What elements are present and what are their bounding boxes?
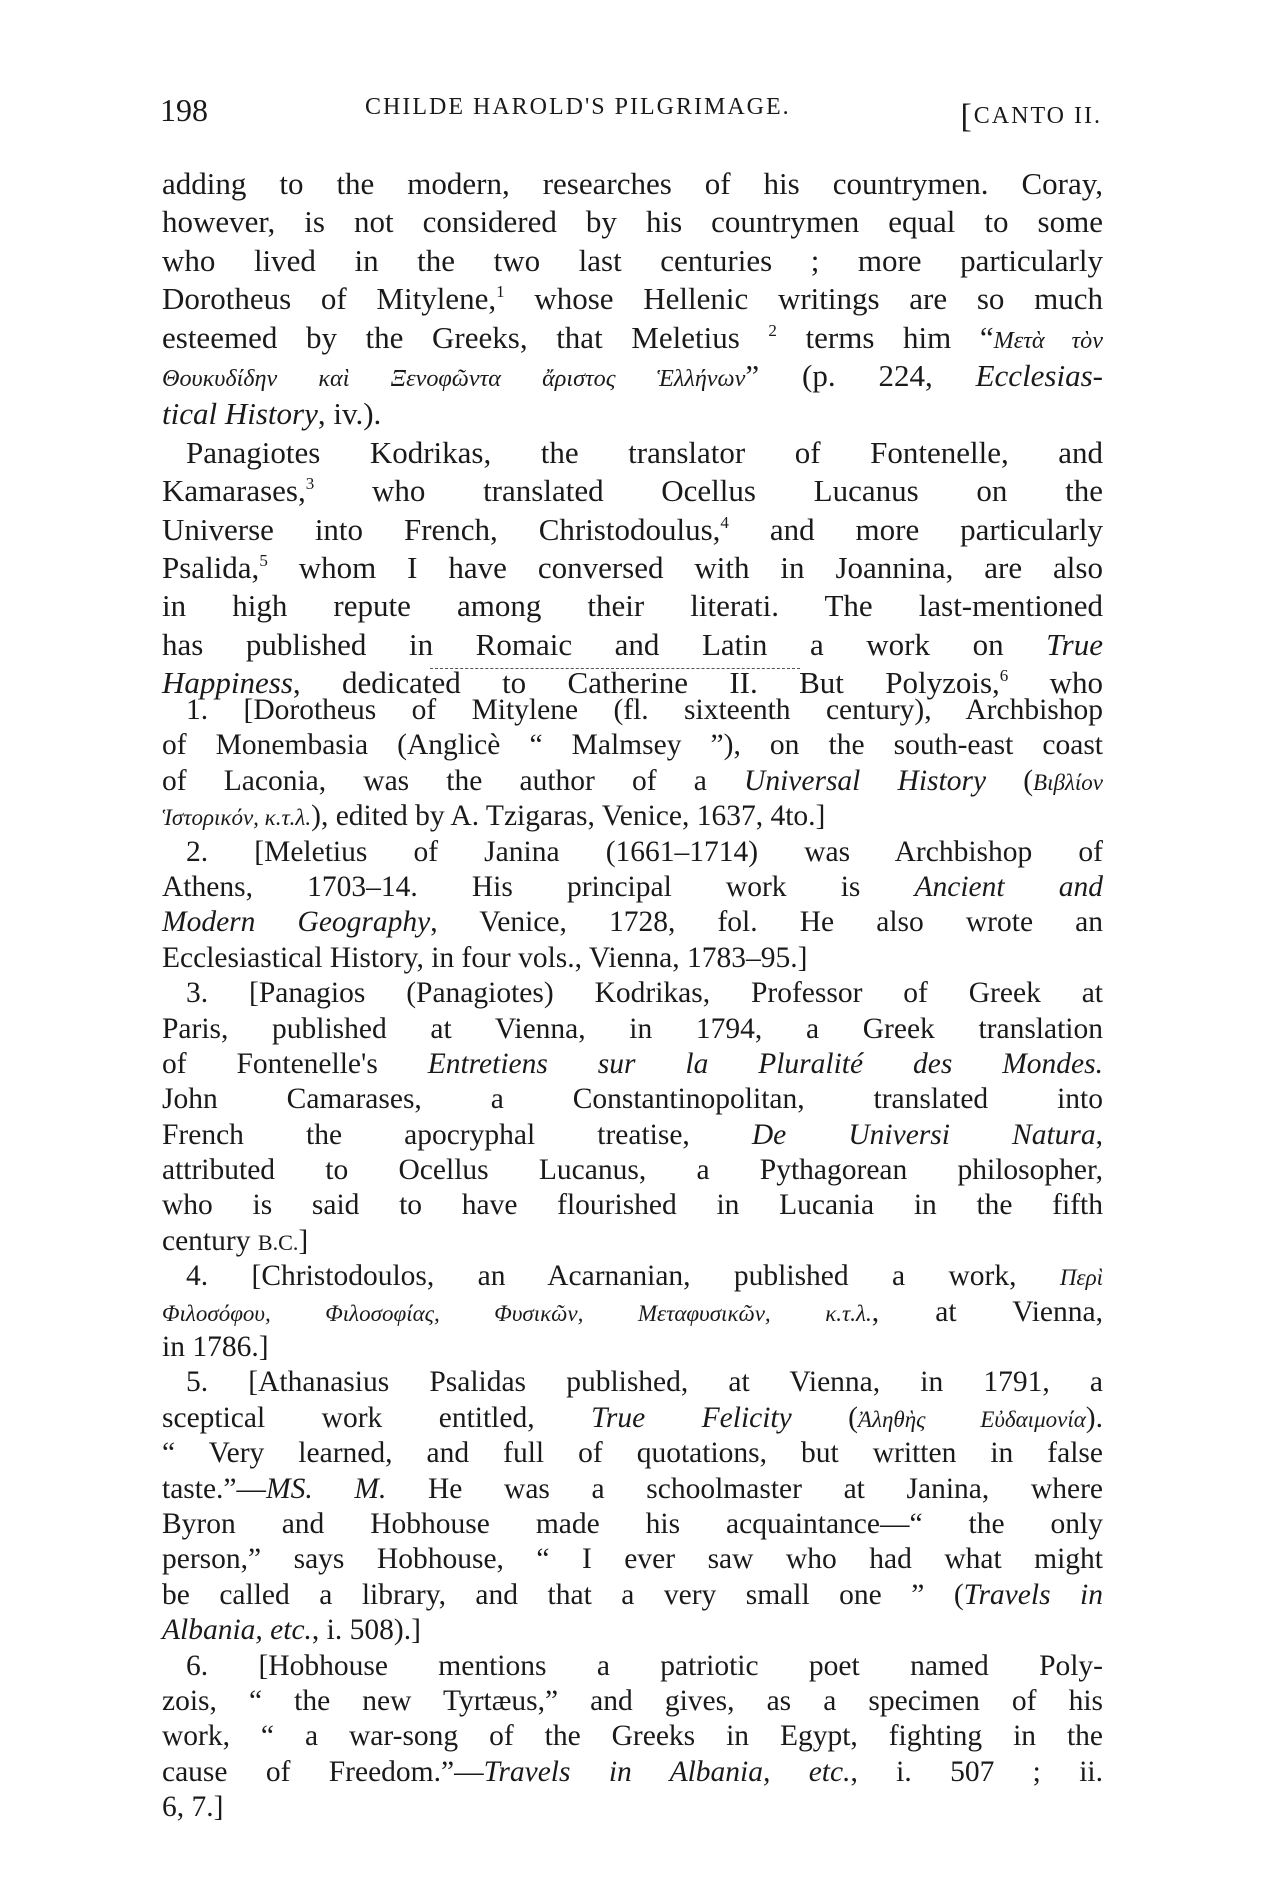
page-number: 198 xyxy=(160,92,208,128)
text-span: ” (p. 224, xyxy=(745,357,976,393)
text-span: 4. [Christodoulos, an Acarnanian, published a work, xyxy=(186,1260,1060,1293)
footnote-reference: 4 xyxy=(720,512,729,532)
text-span: has published in Romaic and Latin a work on xyxy=(162,626,1047,662)
italic-text: Modern Geography xyxy=(162,906,431,939)
text-span: ). xyxy=(1085,1401,1103,1434)
italic-text: MS. M. xyxy=(266,1472,387,1505)
footnote-reference: 3 xyxy=(305,474,315,494)
text-line xyxy=(162,511,1103,549)
text-span: , dedicated to Catherine II. But Polyzois, xyxy=(292,665,1000,701)
text-span: whose Hellenic writings are so much xyxy=(504,281,1103,317)
text-span: in high repute among their literati. The last-mentioned xyxy=(162,588,1103,624)
text-span: zois, “ the new Tyrtæus,” and gives, as a specimen of his xyxy=(162,1684,1103,1717)
text-span: who xyxy=(1008,665,1104,701)
footnote-line xyxy=(162,1790,1103,1825)
text-span: however, is not considered by his countrymen equal to some xyxy=(162,204,1103,240)
footnote-line xyxy=(162,1082,1103,1117)
text-line xyxy=(162,587,1103,625)
text-span: in 1786.] xyxy=(162,1331,269,1364)
italic-text: True xyxy=(1046,626,1103,662)
footnote-reference: 2 xyxy=(768,320,777,340)
text-line xyxy=(162,165,1103,203)
text-span: who lived in the two last centuries ; more particularly xyxy=(162,242,1103,278)
text-span: attributed to Ocellus Lucanus, a Pythagorean philosopher, xyxy=(162,1154,1103,1187)
footnote-line xyxy=(162,1507,1103,1542)
footnote-line xyxy=(162,941,1103,976)
text-span: whom I have conversed with in Joannina, are also xyxy=(267,549,1103,585)
footnote-line xyxy=(162,835,1103,870)
italic-text: Travels in xyxy=(963,1578,1103,1611)
text-line xyxy=(162,395,1103,433)
greek-text: Θουκυδίδην καὶ Ξενοφῶντα ἄριστος Ἑλλήνων xyxy=(162,364,746,392)
footnote-line xyxy=(162,693,1103,728)
footnote-line xyxy=(162,1259,1103,1294)
text-span: 5. [Athanasius Psalidas published, at Vienna, in 1791, a xyxy=(186,1366,1103,1399)
running-header xyxy=(160,92,1102,135)
text-span: Ecclesiastical History, in four vols., Vienna, 1783–95.] xyxy=(162,941,808,974)
canto-text: CANTO II. xyxy=(973,103,1102,129)
greek-text: Ἀληθὴς Εὐδαιμονία xyxy=(858,1405,1086,1432)
text-span: He was a schoolmaster at Janina, where xyxy=(386,1472,1103,1505)
text-line xyxy=(162,357,1103,395)
text-line xyxy=(162,280,1103,318)
footnote-line xyxy=(162,1188,1103,1223)
greek-text: Περὶ xyxy=(1059,1264,1103,1291)
footnote-line xyxy=(162,728,1103,763)
text-span: Paris, published at Vienna, in 1794, a Greek translation xyxy=(162,1012,1103,1045)
text-span: be called a library, and that a very small one ” ( xyxy=(162,1578,964,1611)
footnote-line xyxy=(162,1578,1103,1613)
footnote-line xyxy=(162,976,1103,1011)
footnotes xyxy=(162,693,1103,1826)
footnote-line xyxy=(162,1755,1103,1790)
greek-text: Βιβλίον xyxy=(1033,768,1104,795)
text-span: cause of Freedom.”— xyxy=(162,1755,484,1788)
text-span: 2. [Meletius of Janina (1661–1714) was Archbishop of xyxy=(186,835,1103,868)
footnote-line xyxy=(162,1330,1103,1365)
footnote-line xyxy=(162,1436,1103,1471)
footnote-line xyxy=(162,1649,1103,1684)
text-line xyxy=(162,626,1103,664)
footnote-line xyxy=(162,1613,1103,1648)
text-span: of Fontenelle's xyxy=(162,1047,428,1080)
italic-text: Ancient and xyxy=(914,870,1103,903)
text-span: Psalida, xyxy=(162,549,260,585)
italic-text: tical History xyxy=(162,396,318,432)
footnote-line xyxy=(162,1365,1103,1400)
footnote-line xyxy=(162,1472,1103,1507)
text-span: of Laconia, was the author of a xyxy=(162,764,745,797)
greek-text: Ἱστορικόν, κ.τ.λ. xyxy=(162,804,312,831)
italic-text: True Felicity xyxy=(591,1401,792,1434)
text-span: 1. [Dorotheus of Mitylene (fl. sixteenth century), Archbishop xyxy=(186,694,1103,726)
text-line xyxy=(162,319,1103,357)
italic-text: Entretiens sur la Pluralité des Mondes. xyxy=(427,1047,1103,1080)
footnote-line xyxy=(162,1684,1103,1719)
footnote-reference: 1 xyxy=(496,282,505,302)
text-span: taste.”— xyxy=(162,1472,267,1505)
text-span: , xyxy=(1095,1118,1103,1151)
text-span: French the apocryphal treatise, xyxy=(162,1118,752,1151)
text-line xyxy=(162,472,1103,510)
text-span: terms him “ xyxy=(776,319,994,355)
text-span: , i. 508).] xyxy=(311,1614,421,1647)
text-span: 6. [Hobhouse mentions a patriotic poet named Poly- xyxy=(186,1649,1103,1682)
text-span: Kamarases, xyxy=(162,473,306,509)
text-span: , i. 507 ; ii. xyxy=(850,1755,1103,1788)
text-span: Panagiotes Kodrikas, the translator of Fontenelle, and xyxy=(186,434,1103,470)
italic-text: Universal History xyxy=(744,764,987,797)
footnote-line xyxy=(162,1224,1103,1259)
text-span: who translated Ocellus Lucanus on the xyxy=(314,473,1103,509)
text-span: adding to the modern, researches of his countrymen. Coray, xyxy=(162,166,1103,201)
text-span: 6, 7.] xyxy=(162,1791,224,1824)
footnote-line xyxy=(162,1542,1103,1577)
canto-label xyxy=(960,94,1102,135)
text-span: work, “ a war-song of the Greeks in Egypt, fighting in the xyxy=(162,1720,1103,1753)
text-span: , iv.). xyxy=(317,396,382,432)
footnote-divider xyxy=(430,668,800,669)
footnote-line xyxy=(162,1047,1103,1082)
italic-text: Travels in Albania, etc. xyxy=(483,1755,851,1788)
text-span: , Venice, 1728, fol. He also wrote an xyxy=(430,906,1103,939)
body-text xyxy=(162,165,1103,702)
text-span: sceptical work entitled, xyxy=(162,1401,592,1434)
footnote-line xyxy=(162,905,1103,940)
italic-text: Happiness xyxy=(162,665,293,701)
footnote-line xyxy=(162,870,1103,905)
text-line xyxy=(162,203,1103,241)
footnote-line xyxy=(162,1401,1103,1436)
text-span: 3. [Panagios (Panagiotes) Kodrikas, Professor of Greek at xyxy=(186,977,1103,1010)
text-span: century xyxy=(162,1224,258,1257)
text-span: , at Vienna, xyxy=(871,1295,1103,1328)
text-span: Universe into French, Christodoulus, xyxy=(162,511,721,547)
greek-text: Φιλοσόφου, Φιλοσοφίας, Φυσικῶν, Μεταφυσικῶν, κ.τ.λ. xyxy=(162,1299,872,1326)
text-span: ] xyxy=(298,1224,309,1257)
text-span: Dorotheus of Mitylene, xyxy=(162,281,497,317)
footnote-reference: 6 xyxy=(999,666,1009,686)
text-span: “ Very learned, and full of quotations, but written in false xyxy=(162,1437,1103,1470)
text-line xyxy=(162,549,1103,587)
text-span: Athens, 1703–14. His principal work is xyxy=(162,870,915,903)
text-span: esteemed by the Greeks, that Meletius xyxy=(162,319,769,355)
text-span: John Camarases, a Constantinopolitan, translated into xyxy=(162,1083,1103,1116)
footnote-line xyxy=(162,1719,1103,1754)
footnote-line xyxy=(162,764,1103,799)
canto-bracket: [ xyxy=(960,98,974,135)
footnote-line xyxy=(162,799,1103,834)
text-span: person,” says Hobhouse, “ I ever saw who had what might xyxy=(162,1543,1103,1576)
text-span: of Monembasia (Anglicè “ Malmsey ”), on the south-east coast xyxy=(162,729,1103,762)
footnote-line xyxy=(162,1295,1103,1330)
text-span: ( xyxy=(791,1401,859,1434)
text-span: B.C. xyxy=(257,1229,299,1255)
text-span: Byron and Hobhouse made his acquaintance—“ the only xyxy=(162,1507,1103,1540)
text-line xyxy=(162,434,1103,472)
text-span: ), edited by A. Tzigaras, Venice, 1637, 4to.] xyxy=(311,800,826,833)
text-line xyxy=(162,242,1103,280)
running-title: CHILDE HAROLD'S PILGRIMAGE. xyxy=(365,94,791,120)
text-span: ( xyxy=(986,764,1034,797)
footnote-line xyxy=(162,1153,1103,1188)
italic-text: Ecclesias- xyxy=(975,357,1103,393)
footnote-reference: 5 xyxy=(259,550,268,570)
footnote-line xyxy=(162,1118,1103,1153)
footnote-line xyxy=(162,1012,1103,1047)
text-span: who is said to have flourished in Lucania in the fifth xyxy=(162,1189,1103,1222)
text-span: and more particularly xyxy=(728,511,1103,547)
greek-text: Μετὰ τὸν xyxy=(993,326,1103,354)
italic-text: De Universi Natura xyxy=(751,1118,1096,1151)
italic-text: Albania, etc. xyxy=(162,1614,312,1647)
